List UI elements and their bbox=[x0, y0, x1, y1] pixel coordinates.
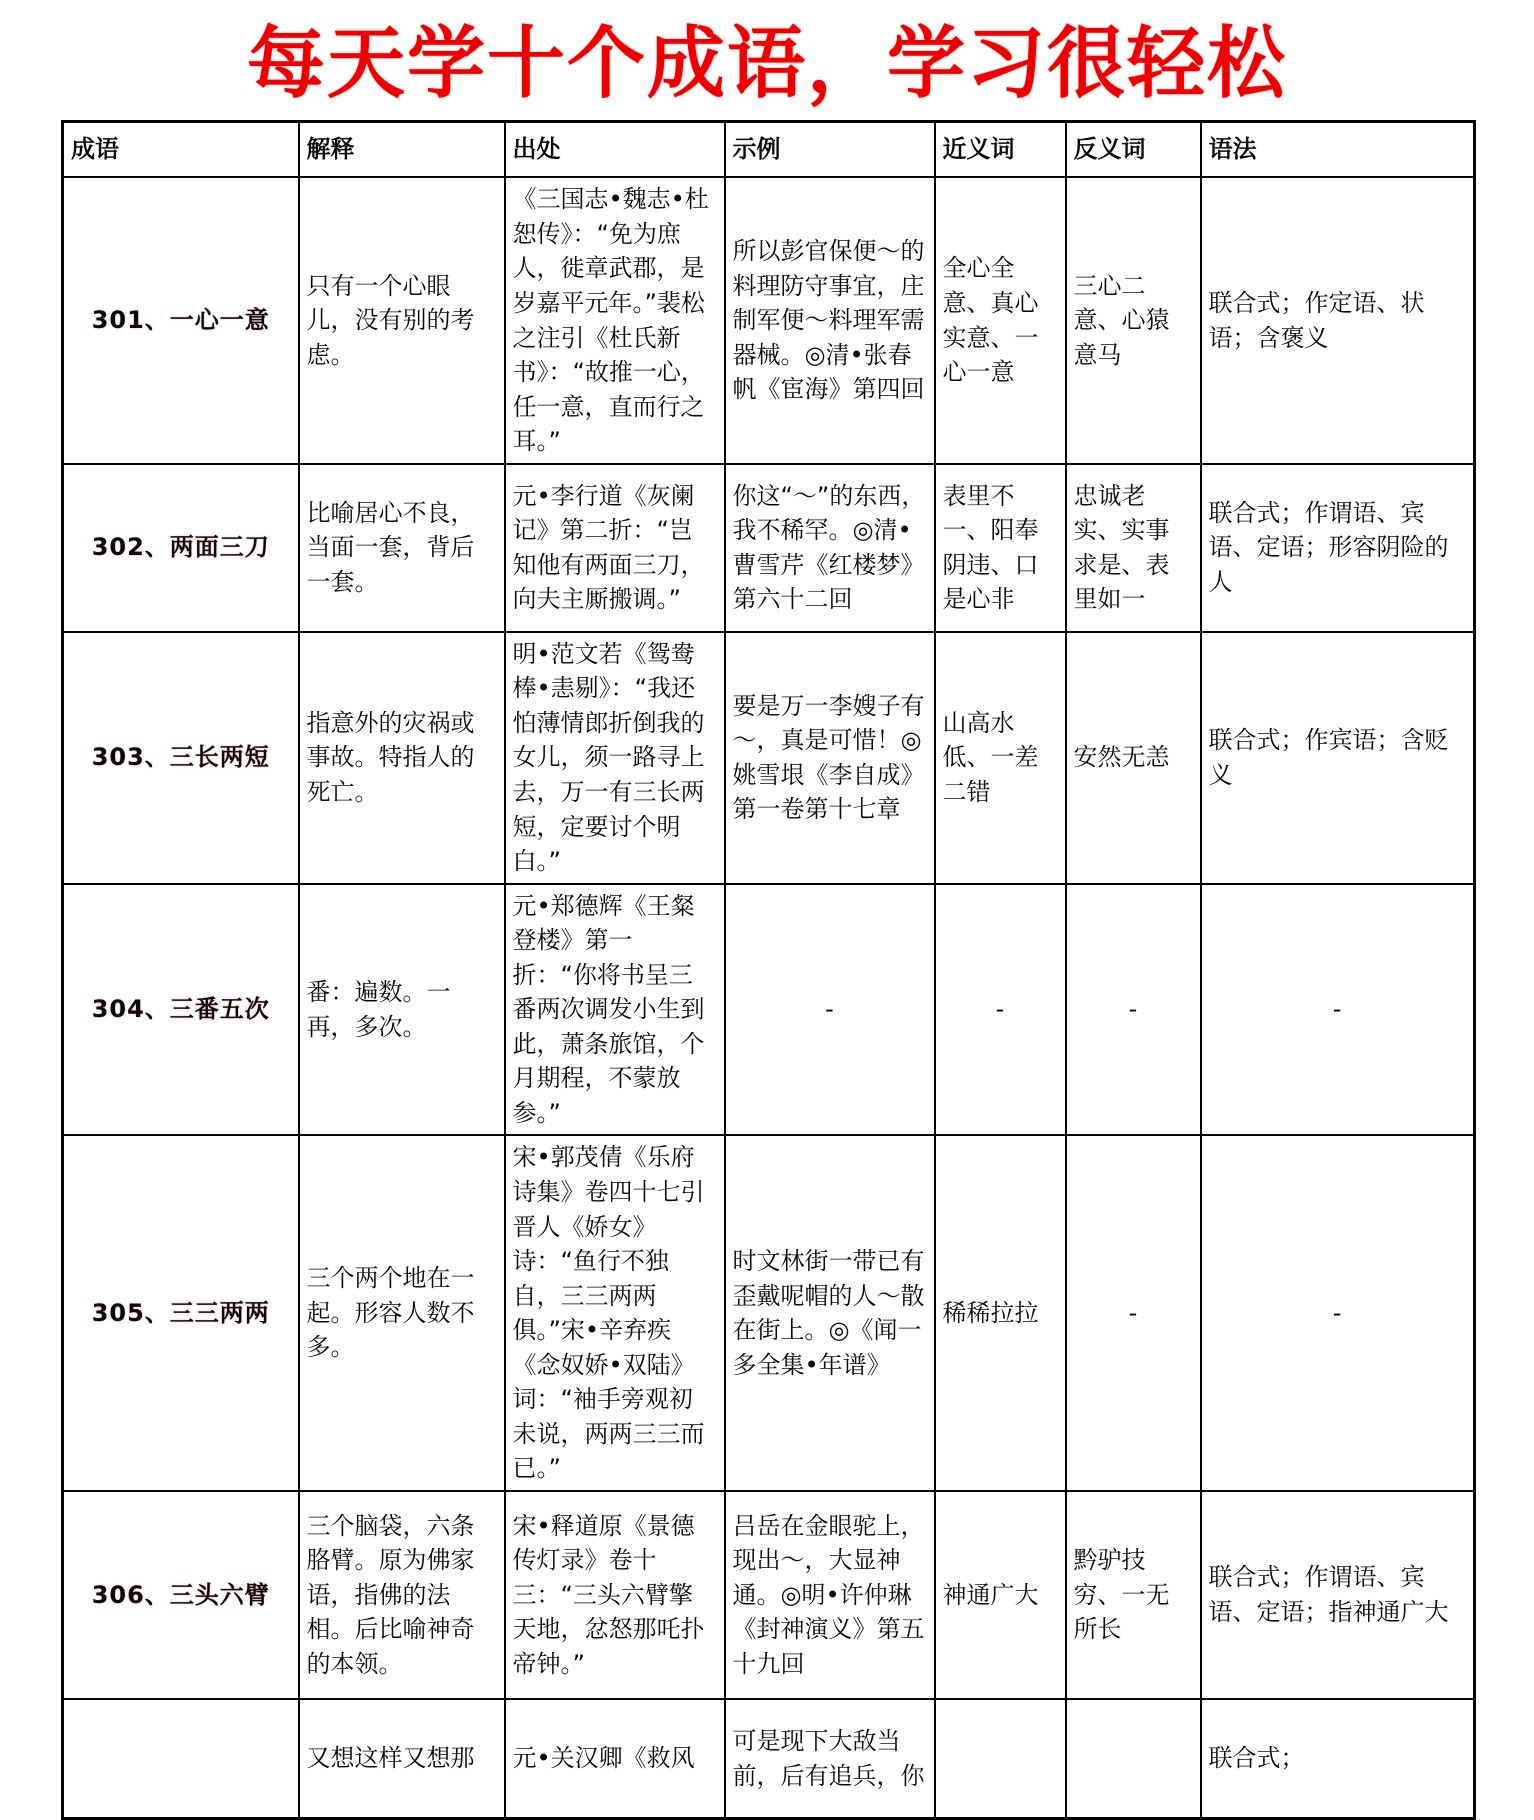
idiom-synonym: 山高水低、一差二错 bbox=[935, 632, 1066, 884]
header-row bbox=[63, 121, 1475, 177]
column-header-antonym: 反义词 bbox=[1066, 121, 1201, 177]
idiom-example: 要是万一李嫂子有～，真是可惜！◎姚雪垠《李自成》第一卷第十七章 bbox=[725, 632, 935, 884]
idiom-source: 元•郑德辉《王粲登楼》第一折：“你将书呈三番两次调发小生到此，萧条旅馆，个月期程，不蒙放参。” bbox=[505, 884, 725, 1136]
idiom-name: 306、三头六臂 bbox=[63, 1491, 299, 1699]
idiom-table bbox=[61, 120, 1476, 1820]
table-row bbox=[63, 177, 1475, 463]
idiom-antonym: 三心二意、心猿意马 bbox=[1066, 177, 1201, 463]
idiom-source: 明•范文若《鸳鸯棒•恚剔》：“我还怕薄情郎折倒我的女儿，须一路寻上去，万一有三长两短，定要讨个明白。” bbox=[505, 632, 725, 884]
idiom-source: 《三国志•魏志•杜恕传》：“免为庶人，徙章武郡，是岁嘉平元年。”裴松之注引《杜氏新书》：“故推一心，任一意，直而行之耳。” bbox=[505, 177, 725, 463]
column-header-source: 出处 bbox=[505, 121, 725, 177]
idiom-name: 304、三番五次 bbox=[63, 884, 299, 1136]
idiom-example: 时文林街一带已有歪戴呢帽的人～散在街上。◎《闻一多全集•年谱》 bbox=[725, 1135, 935, 1490]
idiom-example: 可是现下大敌当前，后有追兵，你 bbox=[725, 1699, 935, 1819]
idiom-synonym bbox=[935, 1699, 1066, 1819]
table-row bbox=[63, 1491, 1475, 1699]
idiom-example: 你这“～”的东西，我不稀罕。◎清•曹雪芹《红楼梦》第六十二回 bbox=[725, 464, 935, 632]
idiom-grammar: - bbox=[1201, 884, 1475, 1136]
idiom-explanation: 又想这样又想那 bbox=[299, 1699, 505, 1819]
table-body bbox=[63, 177, 1475, 1819]
idiom-antonym: - bbox=[1066, 884, 1201, 1136]
idiom-name: 303、三长两短 bbox=[63, 632, 299, 884]
idiom-name: 305、三三两两 bbox=[63, 1135, 299, 1490]
table-row bbox=[63, 1135, 1475, 1490]
idiom-synonym: 神通广大 bbox=[935, 1491, 1066, 1699]
idiom-name bbox=[63, 1699, 299, 1819]
idiom-explanation: 番：遍数。一再，多次。 bbox=[299, 884, 505, 1136]
idiom-synonym: 表里不一、阳奉阴违、口是心非 bbox=[935, 464, 1066, 632]
table-row bbox=[63, 632, 1475, 884]
column-header-example: 示例 bbox=[725, 121, 935, 177]
idiom-explanation: 指意外的灾祸或事故。特指人的死亡。 bbox=[299, 632, 505, 884]
idiom-grammar: - bbox=[1201, 1135, 1475, 1490]
idiom-synonym: 稀稀拉拉 bbox=[935, 1135, 1066, 1490]
idiom-antonym: 安然无恙 bbox=[1066, 632, 1201, 884]
idiom-grammar: 联合式；作谓语、宾语、定语；形容阴险的人 bbox=[1201, 464, 1475, 632]
idiom-table-container bbox=[61, 120, 1473, 1820]
table-header bbox=[63, 121, 1475, 177]
idiom-grammar: 联合式； bbox=[1201, 1699, 1475, 1819]
idiom-antonym bbox=[1066, 1699, 1201, 1819]
idiom-source: 元•李行道《灰阑记》第二折：“岂知他有两面三刀，向夫主厮搬调。” bbox=[505, 464, 725, 632]
idiom-source: 宋•郭茂倩《乐府诗集》卷四十七引晋人《娇女》诗：“鱼行不独自，三三两两俱。”宋•辛弃疾《念奴娇•双陆》词：“袖手旁观初未说，两两三三而已。” bbox=[505, 1135, 725, 1490]
column-header-idiom: 成语 bbox=[63, 121, 299, 177]
table-row bbox=[63, 884, 1475, 1136]
idiom-explanation: 三个两个地在一起。形容人数不多。 bbox=[299, 1135, 505, 1490]
idiom-explanation: 比喻居心不良，当面一套，背后一套。 bbox=[299, 464, 505, 632]
idiom-antonym: - bbox=[1066, 1135, 1201, 1490]
column-header-synonym: 近义词 bbox=[935, 121, 1066, 177]
page-title: 每天学十个成语，学习很轻松 bbox=[246, 19, 1287, 109]
idiom-source: 宋•释道原《景德传灯录》卷十三：“三头六臂擎天地，忿怒那吒扑帝钟。” bbox=[505, 1491, 725, 1699]
idiom-grammar: 联合式；作谓语、宾语、定语；指神通广大 bbox=[1201, 1491, 1475, 1699]
idiom-example: - bbox=[725, 884, 935, 1136]
table-row bbox=[63, 1699, 1475, 1819]
column-header-grammar: 语法 bbox=[1201, 121, 1475, 177]
idiom-explanation: 只有一个心眼儿，没有别的考虑。 bbox=[299, 177, 505, 463]
idiom-antonym: 黔驴技穷、一无所长 bbox=[1066, 1491, 1201, 1699]
idiom-name: 301、一心一意 bbox=[63, 177, 299, 463]
idiom-explanation: 三个脑袋，六条胳臂。原为佛家语，指佛的法相。后比喻神奇的本领。 bbox=[299, 1491, 505, 1699]
idiom-grammar: 联合式；作定语、状语；含褒义 bbox=[1201, 177, 1475, 463]
idiom-synonym: 全心全意、真心实意、一心一意 bbox=[935, 177, 1066, 463]
column-header-explanation: 解释 bbox=[299, 121, 505, 177]
idiom-synonym: - bbox=[935, 884, 1066, 1136]
table-row bbox=[63, 464, 1475, 632]
idiom-name: 302、两面三刀 bbox=[63, 464, 299, 632]
idiom-example: 所以彭官保便～的料理防守事宜，庄制军便～料理军需器械。◎清•张春帆《宦海》第四回 bbox=[725, 177, 935, 463]
idiom-example: 吕岳在金眼驼上，现出～，大显神通。◎明•许仲琳《封神演义》第五十九回 bbox=[725, 1491, 935, 1699]
idiom-grammar: 联合式；作宾语；含贬义 bbox=[1201, 632, 1475, 884]
idiom-source: 元•关汉卿《救风 bbox=[505, 1699, 725, 1819]
idiom-antonym: 忠诚老实、实事求是、表里如一 bbox=[1066, 464, 1201, 632]
